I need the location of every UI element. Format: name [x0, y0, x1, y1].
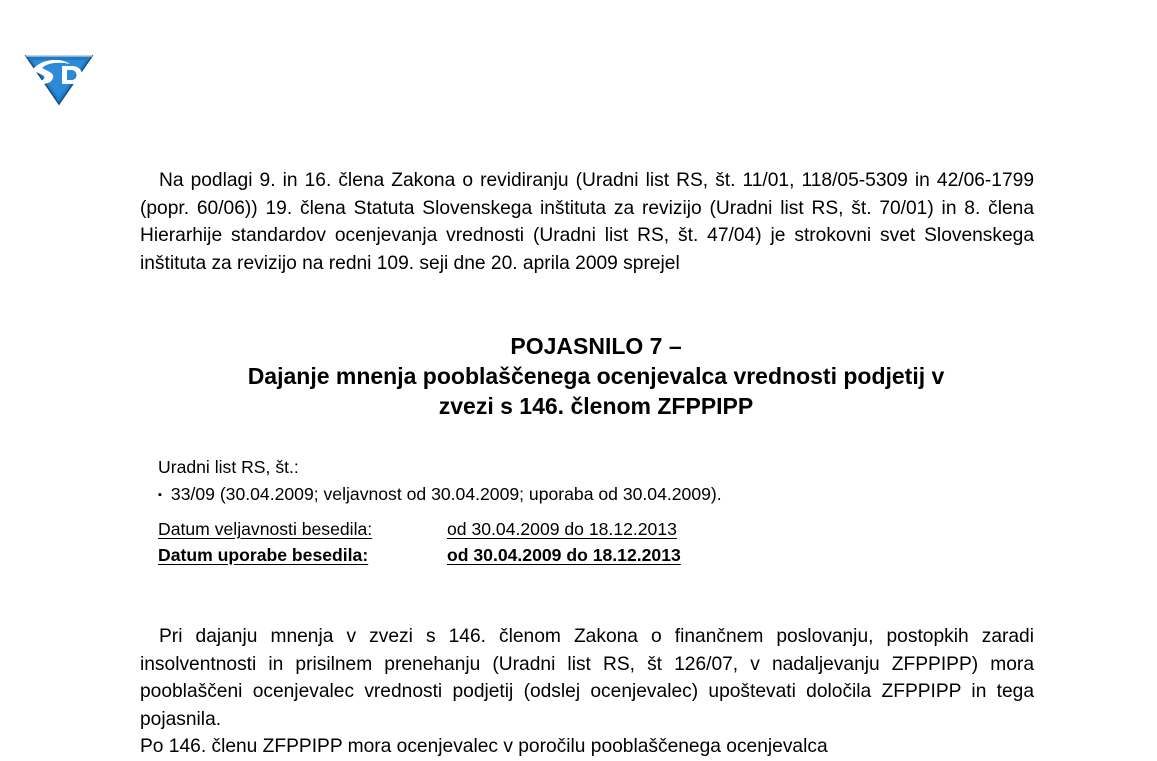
document-title: [140, 331, 1052, 421]
bullet-icon: ▪: [158, 489, 162, 501]
title-line-1: POJASNILO 7 –: [510, 333, 682, 359]
application-date-row: [158, 542, 681, 568]
gazette-heading: Uradni list RS, št.:: [158, 457, 299, 477]
body-paragraph-1: Pri dajanju mnenja v zvezi s 146. členom Zakona o finančnem poslovanju, postopkih zaradi insolventnosti in prisilnem prenehanju (Uradni list RS, št 126/07, v nadaljevanju ZFPPIPP) mora pooblaščeni ocenjevalec vrednosti podjetij (odslej ocenjevalec) upoštevati določila ZFPPIPP in tega pojasnila.: [140, 626, 1034, 730]
application-date-label: Datum uporabe besedila:: [158, 545, 369, 565]
validity-date-label: Datum veljavnosti besedila:: [158, 519, 373, 539]
dates-block: [158, 516, 681, 568]
gazette-reference: [158, 454, 722, 511]
validity-date-value: od 30.04.2009 do 18.12.2013: [447, 519, 677, 539]
title-line-2: Dajanje mnenja pooblaščenega ocenjevalca vrednosti podjetij v: [247, 363, 945, 389]
gazette-entry: [158, 481, 722, 511]
validity-date-row: [158, 516, 681, 542]
intro-paragraph: Na podlagi 9. in 16. člena Zakona o revidiranju (Uradni list RS, št. 11/01, 118/05-5309 in 42/06-1799 (popr. 60/06)) 19. člena Statuta Slovenskega inštituta za revizijo (Uradni list RS, št. 70/01) in 8. člena Hierarhije standardov ocenjevanja vrednosti (Uradni list RS, št. 47/04) je strokovni svet Slovenskega inštituta za revizijo na redni 109. seji dne 20. aprila 2009 sprejel: [140, 170, 1034, 274]
application-date-value: od 30.04.2009 do 18.12.2013: [447, 545, 681, 565]
title-line-3: zvezi s 146. členom ZFPPIPP: [438, 393, 754, 419]
gazette-entry-text: 33/09 (30.04.2009; veljavnost od 30.04.2009; uporaba od 30.04.2009).: [170, 484, 722, 504]
body-paragraph-2: Po 146. členu ZFPPIPP mora ocenjevalec v poročilu pooblaščenega ocenjevalca: [140, 736, 828, 757]
body-paragraph: [140, 623, 1034, 761]
sd-shield-logo-icon: [22, 50, 96, 106]
